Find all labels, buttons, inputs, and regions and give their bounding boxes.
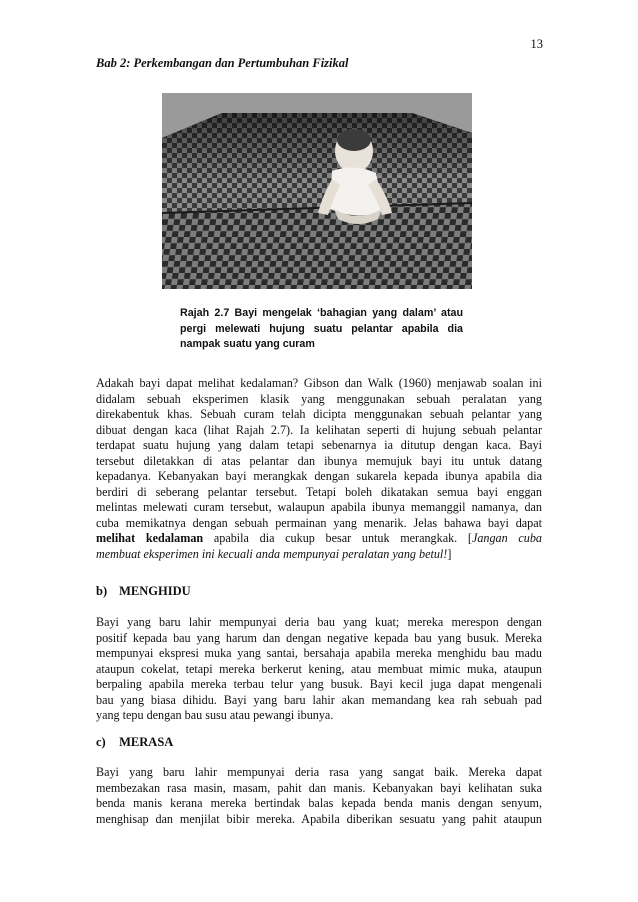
- caption-line: nampak suatu yang curam: [180, 338, 315, 350]
- paragraph-depth-perception: [96, 376, 542, 562]
- paragraph-merasa: [96, 765, 542, 827]
- chapter-title: Bab 2: Perkembangan dan Pertumbuhan Fizikal: [96, 56, 349, 70]
- text-line: bau yang biasa dihidu. Bayi yang baru lahir akan memandang kea rah sebuah pad: [96, 692, 542, 707]
- italic-note: Jangan cuba: [471, 531, 542, 545]
- paragraph-menghidu: [96, 615, 542, 724]
- text-line: berdiri di seberang pelantar tersebut. Tetapi boleh dikatakan semua bayi enggan: [96, 484, 542, 499]
- section-number: b): [96, 584, 108, 598]
- text-line: dibuat dengan kaca (lihat Rajah 2.7). Ia kelihatan seperti di hujung sebuah pelantar: [96, 422, 542, 437]
- text-line: menghisap dan menjilat bibir mereka. Apabila diberikan sesuatu yang pahit ataupun: [96, 811, 542, 826]
- text-line: [96, 531, 542, 547]
- section-number: c): [96, 735, 106, 749]
- section-heading-merasa: [96, 735, 173, 750]
- italic-note: membuat eksperimen ini kecuali anda mempunyai peralatan yang betul!: [96, 546, 448, 561]
- text-line: terdapat suatu hujung yang dalam tetapi sebenarnya ia ditutup dengan kaca. Bayi: [96, 438, 542, 452]
- text-line: Bayi yang baru lahir mempunyai deria rasa yang sangat baik. Mereka dapat: [96, 765, 542, 779]
- text-line: yang tepu dengan bau susu atau pewangi ibunya.: [96, 708, 334, 722]
- text-line: direkabentuk khas. Sebuah curam telah dicipta menggunakan sebuah pelantar yang: [96, 407, 542, 421]
- text-fragment: ]: [447, 546, 452, 561]
- page-number: 13: [530, 37, 543, 51]
- text-line: cuba memikatnya dengan sebuah permainan yang menarik. Jelas bahawa bayi dapat: [96, 515, 542, 530]
- bold-term: melihat kedalaman: [96, 531, 204, 545]
- text-line: Adakah bayi dapat melihat kedalaman? Gibson dan Walk (1960) menjawab soalan ini: [96, 376, 542, 390]
- baby-visual-cliff-photo: [162, 93, 472, 289]
- text-line: positif kepada bau yang harum dan dengan negative kepada bau yang busuk. Mereka: [96, 630, 542, 645]
- text-line: mempunyai ekspresi muka yang santai, bersahaja apabila mereka menghidu bau madu: [96, 646, 542, 660]
- text-line: kepadanya. Kebanyakan bayi merangkak dengan sukarela kepada ibunya apabila dia: [96, 469, 542, 483]
- text-line: berpaling apabila mereka terbau telur yang busuk. Bayi kecil juga dapat mengenali: [96, 677, 542, 691]
- figure-caption: [180, 306, 463, 353]
- text-line: benda manis kerana mereka bertindak balas kepada benda manis dengan senyum,: [96, 796, 542, 810]
- figure-photo: [162, 93, 472, 289]
- section-heading-menghidu: [96, 584, 191, 599]
- text-line: didalam sebuah eksperimen klasik yang menggunakan sebuah peralatan yang: [96, 391, 542, 406]
- text-line: Bayi yang baru lahir mempunyai deria bau yang kuat; mereka merespon dengan: [96, 615, 542, 629]
- text-line: membezakan rasa masin, masam, pahit dan manis. Kebanyakan bayi kelihatan suka: [96, 780, 542, 795]
- text-fragment: apabila dia cukup besar untuk merangkak. [: [203, 531, 472, 545]
- caption-line: pergi melewati hujung suatu pelantar apabila dia: [180, 322, 463, 335]
- text-line: melintas melewati curam tersebut, walaupun apabila ibunya memanggil namanya, dan: [96, 500, 542, 514]
- text-line: tersebut diletakkan di atas pelantar dan ibunya memujuk bayi itu untuk datang: [96, 453, 542, 468]
- text-line: ataupun cokelat, tetapi mereka berkerut kening, atau membuat mimic muka, ataupun: [96, 661, 542, 676]
- caption-line: Rajah 2.7 Bayi mengelak ‘bahagian yang dalam’ atau: [180, 307, 463, 319]
- text-line: [96, 547, 542, 563]
- section-title: MERASA: [119, 735, 174, 749]
- section-title: MENGHIDU: [119, 584, 191, 598]
